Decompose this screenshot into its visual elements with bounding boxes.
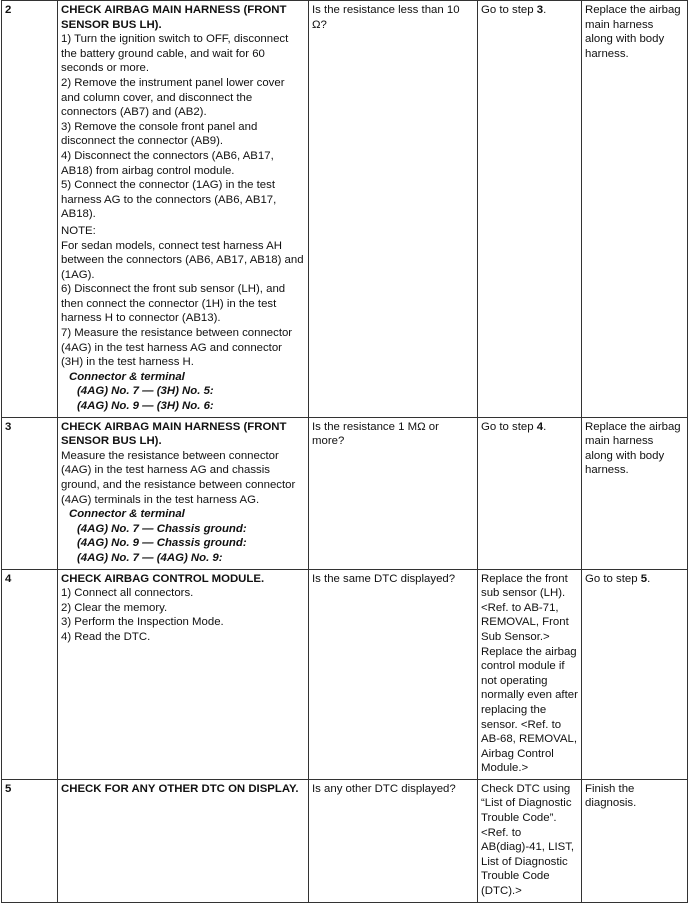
spec-line: (4AG) No. 7 — (3H) No. 5: [77,385,214,398]
check-question: Is the resistance less than 10 Ω? [309,1,478,418]
procedure-item: 6) Disconnect the front sub sensor (LH), and then connect the connector (1H) in the test harness H to connector (AB13). [61,283,286,325]
procedure-item: 4) Read the DTC. [61,630,151,643]
procedure-item: 2) Remove the instrument panel lower cover and column cover, and disconnect the connectors (AB7) and (AB2). [61,76,285,119]
no-suffix: . [647,572,651,585]
yes-prefix: Go to step [481,420,537,433]
step-procedure [58,417,309,569]
spec-title: Connector & terminal [69,508,185,521]
yes-action: Check DTC using “List of Diagnostic Trouble Code”. <Ref. to AB(diag)-41, LIST, List of Diagnostic Trouble Code (DTC).> [478,779,582,902]
yes-step-ref: 4 [536,420,544,433]
no-action: Finish the diagnosis. [582,779,688,902]
yes-action: Replace the front sub sensor (LH). <Ref. to AB-71, REMOVAL, Front Sub Sensor.> Replace the airbag control module if not operating normally even after replacing the sensor. <Ref. to AB-68, REMOVAL, Airbag Control Module.> [478,569,582,779]
step-procedure [58,779,309,902]
procedure-item: 4) Disconnect the connectors (AB6, AB17, AB18) from airbag control module. [61,149,274,177]
yes-step-ref: 3 [536,4,544,16]
yes-action [478,1,582,418]
procedure-item: 2) Clear the memory. [61,601,168,614]
step-title: CHECK AIRBAG MAIN HARNESS (FRONT SENSOR BUS LH). [61,4,287,31]
note-text: For sedan models, connect test harness AH between the connectors (AB6, AB17, AB18) and (1AG). [61,239,304,281]
diagnostic-procedure-table [1,0,688,903]
check-question: Is the same DTC displayed? [309,569,478,779]
step-title: CHECK AIRBAG MAIN HARNESS (FRONT SENSOR BUS LH). [61,420,287,448]
step-row-5 [2,779,688,902]
step-number: 5 [2,779,58,902]
step-title: CHECK FOR ANY OTHER DTC ON DISPLAY. [61,782,299,795]
yes-action [478,417,582,569]
procedure-item: 5) Connect the connector (1AG) in the test harness AG to the connectors (AB6, AB17, AB18). [61,179,277,221]
no-action [582,569,688,779]
yes-suffix: . [543,420,547,433]
step-title: CHECK AIRBAG CONTROL MODULE. [61,572,265,585]
procedure-item: 3) Perform the Inspection Mode. [61,616,224,629]
spec-line: (4AG) No. 7 — (4AG) No. 9: [77,551,223,564]
check-question: Is the resistance 1 MΩ or more? [309,417,478,569]
yes-prefix: Go to step [481,4,537,16]
step-row-4 [2,569,688,779]
procedure-item: 3) Remove the console front panel and disconnect the connector (AB9). [61,120,258,148]
procedure-body: Measure the resistance between connector (4AG) in the test harness AG and chassis ground, and the resistance between connector (4AG) terminals in the test harness AG. [61,449,296,506]
spec-title: Connector & terminal [69,370,185,383]
procedure-item: 7) Measure the resistance between connector (4AG) in the test harness AG and connector (3H) in the test harness H. [61,327,293,369]
procedure-item: 1) Connect all connectors. [61,587,194,600]
step-number: 2 [2,1,58,418]
step-row-3 [2,417,688,569]
step-procedure [58,569,309,779]
step-row-2 [2,1,688,418]
spec-line: (4AG) No. 7 — Chassis ground: [77,522,247,535]
step-procedure [58,1,309,418]
no-prefix: Go to step [585,572,641,585]
check-question: Is any other DTC displayed? [309,779,478,902]
spec-line: (4AG) No. 9 — Chassis ground: [77,537,247,550]
spec-line: (4AG) No. 9 — (3H) No. 6: [77,400,214,413]
no-action: Replace the airbag main harness along with body harness. [582,1,688,418]
yes-suffix: . [543,4,547,16]
no-action: Replace the airbag main harness along with body harness. [582,417,688,569]
note-label: NOTE: [61,224,96,237]
procedure-item: 1) Turn the ignition switch to OFF, disconnect the battery ground cable, and wait for 60 seconds or more. [61,33,289,75]
step-number: 3 [2,417,58,569]
step-number: 4 [2,569,58,779]
no-step-ref: 5 [640,572,648,585]
